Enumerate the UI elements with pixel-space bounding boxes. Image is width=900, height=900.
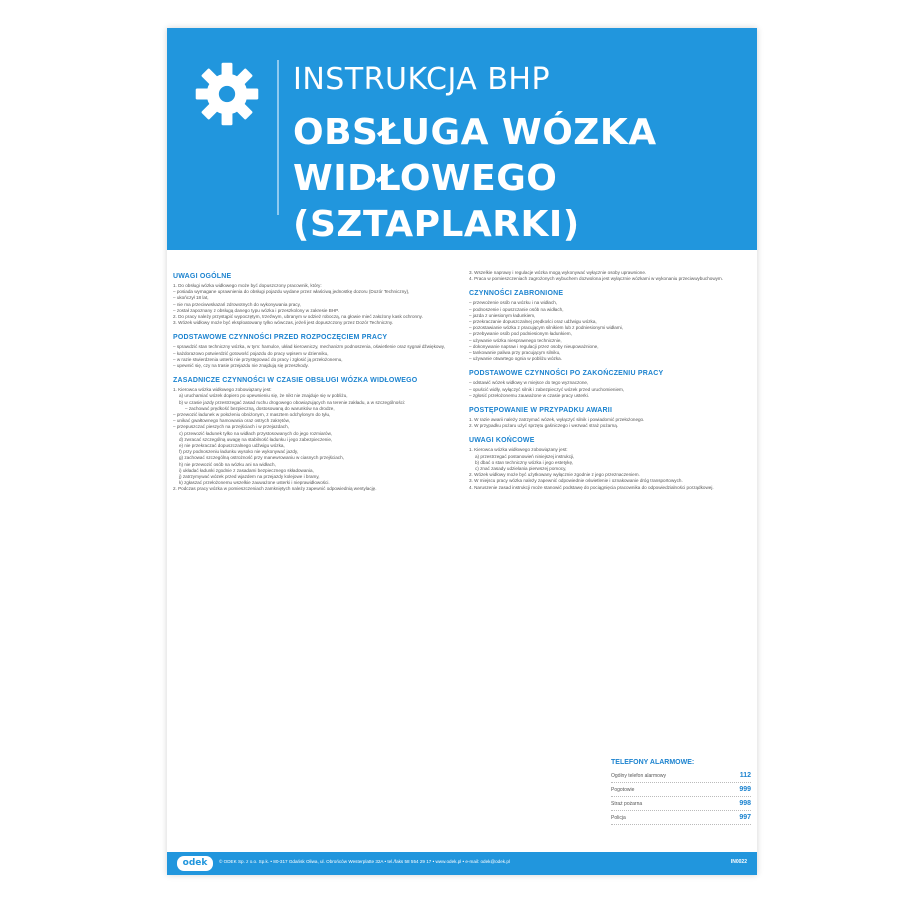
right-column <box>469 270 751 496</box>
instruction-item: 1. W razie awarii należy zatrzymać wózek, wyłączyć silnik i powiadomić przełożonego. <box>469 417 645 423</box>
instruction-item: i) układać ładunki zgodnie z zasadami bezpiecznego składowania, <box>179 467 314 473</box>
instruction-item: b) w czasie jazdy przestrzegać zasad ruchu drogowego obowiązujących na terenie zakładu, a w szczególności: <box>179 399 406 405</box>
instruction-item: 1. Kierowca wózka widłowego zobowiązany jest: <box>173 387 272 393</box>
instruction-item: j) zatrzymywać wózek przed wjazdem na przejazdy kolejowe i bramy, <box>179 474 320 480</box>
instruction-item: – tankowanie paliwa przy pracującym silniku, <box>469 350 561 356</box>
instruction-item: 2. Do pracy należy przystąpić wypoczętym, trzeźwym, ubranym w odzież roboczą, na głowie mieć założony kask ochronny. <box>173 314 423 320</box>
poster-pretitle: INSTRUKCJA BHP <box>293 62 551 97</box>
section-title: POSTĘPOWANIE W PRZYPADKU AWARII <box>469 407 613 415</box>
instruction-item: – jazda z uniesionym ładunkiem, <box>469 312 536 318</box>
poster-footer <box>167 852 757 875</box>
section-gap <box>469 429 751 434</box>
instruction-item: 1. Do obsługi wózka widłowego może być dopuszczony pracownik, który: <box>173 283 322 288</box>
instruction-item: c) przewozić ładunek tylko na widłach przystosowanych do jego rozmiarów, <box>179 430 332 436</box>
section-title: UWAGI OGÓLNE <box>173 273 232 280</box>
alarm-phones <box>611 759 751 825</box>
instruction-item: 2. W przypadku pożaru użyć sprzętu gaśniczego i wezwać straż pożarną. <box>469 423 619 429</box>
instruction-item: – pozostawianie wózka z pracującym silnikiem lub z podniesionymi widłami, <box>469 325 623 331</box>
instruction-item: – unikać gwałtownego hamowania oraz ostrych zakrętów, <box>173 418 290 424</box>
instruction-item: f) przy podnoszeniu ładunku wysoko nie wykonywać jazdy, <box>179 449 299 455</box>
instruction-item: c) znać zasady udzielania pierwszej pomocy, <box>475 466 567 472</box>
poster-content <box>167 270 757 840</box>
footer-contact: © ODEK Sp. z o.o. Sp.k. • 80-317 Gdańsk Oliwa, ul. Obrońców Westerplatte 32A • tel./faks 58 554 29 17 • www.odek.pl • e-mail: odek@odek.pl <box>219 859 510 864</box>
section-gap <box>469 399 751 404</box>
alarm-number: 998 <box>739 800 751 807</box>
instruction-item: – został zapoznany z obsługą danego typu wózka i przeszkolony w zakresie BHP. <box>173 307 339 313</box>
section-gap <box>469 282 751 287</box>
section-title: ZASADNICZE CZYNNOŚCI W CZASIE OBSŁUGI WÓZKA WIDŁOWEGO <box>173 377 418 385</box>
instruction-item: k) zgłaszać przełożonemu wszelkie zauważone usterki i nieprawidłowości. <box>179 480 330 486</box>
alarm-label: Ogólny telefon alarmowy <box>611 772 667 779</box>
instruction-item: – przekraczanie dopuszczalnej prędkości oraz udźwigu wózka, <box>469 319 597 325</box>
instruction-item: – zgłosić przełożonemu zauważone w czasie pracy usterki. <box>469 392 590 398</box>
section-gap <box>469 491 751 496</box>
instruction-item: b) dbać o stan techniczny wózka i jego estetykę, <box>475 459 574 465</box>
header-divider <box>277 60 279 215</box>
alarm-row <box>611 783 751 797</box>
instruction-item: a) przestrzegać postanowień niniejszej instrukcji, <box>475 453 575 459</box>
instruction-item: 3. Wszelkie naprawy i regulacje wózka mogą wykonywać wyłącznie osoby uprawnione. <box>469 270 647 275</box>
instruction-item: – przebywanie osób pod podniesionym ładunkiem, <box>469 331 572 337</box>
instruction-item: – w razie stwierdzenia usterki nie przystępować do pracy i zgłosić ją przełożonemu, <box>173 356 343 362</box>
instruction-item: h) nie przewozić osób na wózku ani na widłach, <box>179 461 276 467</box>
instruction-item: – przewozić ładunek w położeniu obniżonym, z masztem odchylonym do tyłu, <box>173 412 331 418</box>
instruction-item: – posiada wymagane uprawnienia do obsługi pojazdu wydane przez właściwą jednostkę dozoru (Dozór Techniczny), <box>173 289 410 295</box>
alarm-label: Straż pożarna <box>611 800 643 807</box>
instruction-item: 2. Podczas pracy wózka w pomieszczeniach zamkniętych należy zapewnić odpowiednią wentylację. <box>173 486 377 492</box>
gear-icon <box>193 60 261 128</box>
instruction-item: – ukończył 18 lat, <box>173 295 209 301</box>
instruction-item: a) uruchamiać wózek dopiero po upewnieniu się, że nikt nie znajduje się w pobliżu, <box>179 393 348 399</box>
instruction-item: – podnoszenie i opuszczanie osób na widłach, <box>469 306 564 312</box>
instruction-item: 2. Wózek widłowy może być użytkowany wyłącznie zgodnie z jego przeznaczeniem. <box>469 472 640 478</box>
instruction-item: 4. Praca w pomieszczeniach zagrożonych wybuchem dozwolona jest wyłącznie wózkami w wykonaniu przeciwwybuchowym. <box>469 276 724 282</box>
instruction-item: 3. W miejscu pracy wózka należy zapewnić odpowiednie oświetlenie i oznakowanie dróg transportowych. <box>469 478 683 484</box>
instruction-item: – sprawdzić stan techniczny wózka, w tym: hamulce, układ kierowniczy, mechanizm podnoszenia, oświetlenie oraz sygnał dźwiękowy, <box>173 344 445 350</box>
section-title: UWAGI KOŃCOWE <box>469 437 535 445</box>
alarm-phones-title: TELEFONY ALARMOWE: <box>611 759 695 766</box>
section-title: PODSTAWOWE CZYNNOŚCI PO ZAKOŃCZENIU PRACY <box>469 370 664 378</box>
alarm-row <box>611 769 751 783</box>
alarm-row <box>611 811 751 825</box>
section-gap <box>173 326 457 331</box>
instruction-item: – dokonywanie napraw i regulacji przez osoby nieupoważnione, <box>469 343 599 349</box>
poster-title-line-1: OBSŁUGA WÓZKA WIDŁOWEGO <box>293 112 657 199</box>
instruction-item: – upewnić się, czy na trasie przejazdu nie znajdują się przeszkody. <box>173 363 309 369</box>
alarm-row <box>611 797 751 811</box>
instruction-item: e) nie przekraczać dopuszczalnego udźwigu wózka, <box>179 443 285 449</box>
left-column <box>173 270 457 498</box>
alarm-label: Policja <box>611 814 626 821</box>
instruction-item: g) zachować szczególną ostrożność przy manewrowaniu w ciasnych przejściach, <box>179 455 344 461</box>
instruction-item: – odstawić wózek widłowy w miejsce do tego wyznaczone, <box>469 380 589 386</box>
alarm-number: 999 <box>739 786 751 793</box>
instruction-item: 1. Kierowca wózka widłowego zobowiązany jest: <box>469 447 568 453</box>
poster-header <box>167 28 757 250</box>
poster-title-line-2: (SZTAPLARKI) <box>293 204 580 245</box>
instruction-item: 3. Wózek widłowy może być eksploatowany tylko wówczas, jeżeli jest dopuszczony przez Dozór Techniczny. <box>173 320 394 326</box>
instruction-item: – nie ma przeciwwskazań zdrowotnych do wykonywania pracy, <box>173 301 301 307</box>
footer-code: IN0022 <box>730 859 747 865</box>
section-gap <box>469 362 751 367</box>
section-gap <box>173 369 457 374</box>
alarm-number: 997 <box>739 814 751 821</box>
odek-logo: odek <box>177 856 213 871</box>
section-gap <box>173 493 457 498</box>
bhp-poster <box>167 28 757 875</box>
instruction-item: d) zwracać szczególną uwagę na stabilność ładunku i jego zabezpieczenie, <box>179 436 333 442</box>
instruction-item: – każdorazowo potwierdzić gotowość pojazdu do pracy wpisem w dzienniku, <box>173 350 329 356</box>
instruction-item: – opuścić widły, wyłączyć silnik i zabezpieczyć wózek przed uruchomieniem, <box>469 386 625 392</box>
instruction-item: – używanie wózka niesprawnego technicznie, <box>469 337 562 343</box>
instruction-item: – przewożenie osób na wózku i na widłach, <box>469 300 558 306</box>
alarm-label: Pogotowie <box>611 786 635 793</box>
poster-title <box>293 110 757 248</box>
instruction-item: – używanie otwartego ognia w pobliżu wózka. <box>469 356 562 362</box>
section-title: PODSTAWOWE CZYNNOŚCI PRZED ROZPOCZĘCIEM PRACY <box>173 334 388 342</box>
section-title: CZYNNOŚCI ZABRONIONE <box>469 290 564 298</box>
instruction-item: 4. Naruszenie zasad instrukcji może stanowić podstawę do pociągnięcia pracownika do odpowiedzialności porządkowej. <box>469 484 714 490</box>
instruction-item: – przepuszczać pieszych na przejściach i w przejazdach, <box>173 424 289 430</box>
alarm-number: 112 <box>739 772 751 779</box>
instruction-item: – zachować prędkość bezpieczną, dostosowaną do warunków na drodze, <box>185 405 335 411</box>
